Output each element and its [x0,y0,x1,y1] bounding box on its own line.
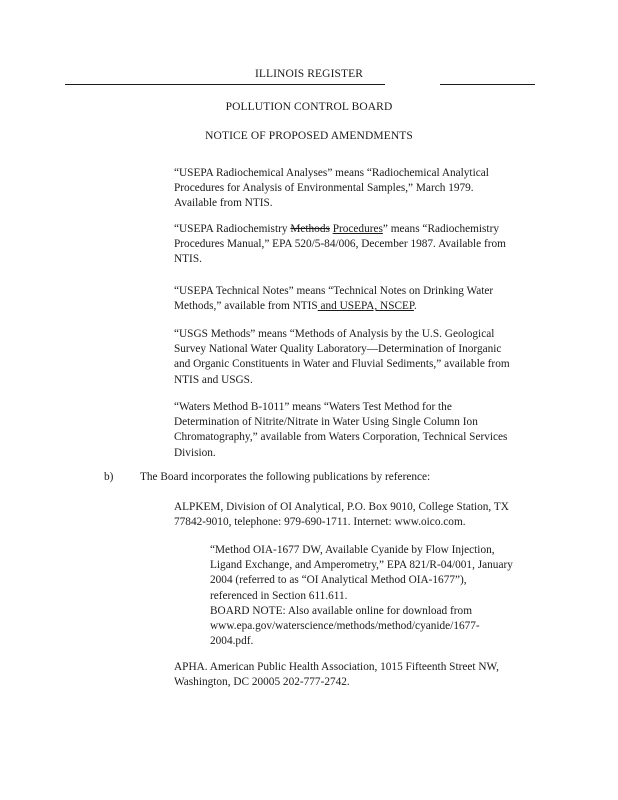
inserted-text: and USEPA, NSCEP [317,300,414,313]
section-b-text: The Board incorporates the following publications by reference: [140,471,431,483]
text-line [174,299,493,314]
text-fragment: “USEPA Radiochemistry [174,223,291,235]
text-line: BOARD NOTE: Also available online for download from [210,604,472,617]
text-line: 2004 (referred to as “OI Analytical Method OIA-1677”), [210,574,467,587]
register-title: ILLINOIS REGISTER [254,68,364,80]
text-line: Procedures Manual,” EPA 520/5-84/006, December 1987. Available from [174,238,506,251]
board-title: POLLUTION CONTROL BOARD [225,101,393,113]
text-line: Chromatography,” available from Waters Corporation, Technical Services [174,431,508,444]
header-rule-left [65,84,385,85]
text-line: “USEPA Radiochemical Analyses” means “Radiochemical Analytical [174,167,489,179]
text-line: APHA. American Public Health Association, 1015 Fifteenth Street NW, [174,661,499,673]
text-line: Survey National Water Quality Laboratory—Determination of Inorganic [174,343,502,356]
definition-usepa-technical-notes [174,284,493,314]
header-rule-right [440,84,535,85]
apha-entry [174,660,499,690]
definition-usgs-methods [174,327,510,388]
text-line: “Waters Method B-1011” means “Waters Test Method for the [174,401,452,413]
text-line: 2004.pdf. [210,635,254,648]
text-line: Procedures for Analysis of Environmental Samples,” March 1979. [174,182,474,195]
definition-waters-method [174,400,507,461]
text-line: Washington, DC 20005 202-777-2742. [174,676,350,689]
text-line: ALPKEM, Division of OI Analytical, P.O. Box 9010, College Station, TX [174,501,509,513]
notice-title: NOTICE OF PROPOSED AMENDMENTS [205,130,413,142]
definition-usepa-radiochemistry [174,222,506,268]
text-line [174,222,506,237]
text-line: www.epa.gov/waterscience/methods/method/cyanide/1677- [210,620,480,633]
inserted-text: Procedures [332,223,383,235]
text-line: “USGS Methods” means “Methods of Analysis by the U.S. Geological [174,328,495,340]
section-b-label: b) [104,471,114,483]
deleted-text: Methods [290,223,330,235]
text-line: and Organic Constituents in Water and Fluvial Sediments,” available from [174,358,510,371]
text-fragment: . [413,300,417,313]
text-line: NTIS. [174,253,202,266]
text-line: “USEPA Technical Notes” means “Technical Notes on Drinking Water [174,285,494,297]
text-fragment: Methods,” available from NTIS [174,300,318,313]
text-line: referenced in Section 611.611. [210,589,348,602]
text-line: “Method OIA-1677 DW, Available Cyanide by Flow Injection, [210,544,495,556]
text-line: Ligand Exchange, and Amperometry,” EPA 821/R-04/001, January [210,559,513,572]
definition-usepa-radiochemical-analyses [174,166,489,212]
text-line: 77842-9010, telephone: 979-690-1711. Internet: www.oico.com. [174,516,466,529]
text-fragment: ” means “Radiochemistry [382,223,499,235]
alpkem-method-oia-1677 [210,543,513,649]
alpkem-entry [174,500,509,530]
text-line: NTIS and USGS. [174,373,253,386]
text-line: Available from NTIS. [174,197,273,210]
text-line: Determination of Nitrite/Nitrate in Water Using Single Column Ion [174,416,478,429]
text-line: Division. [174,446,216,459]
